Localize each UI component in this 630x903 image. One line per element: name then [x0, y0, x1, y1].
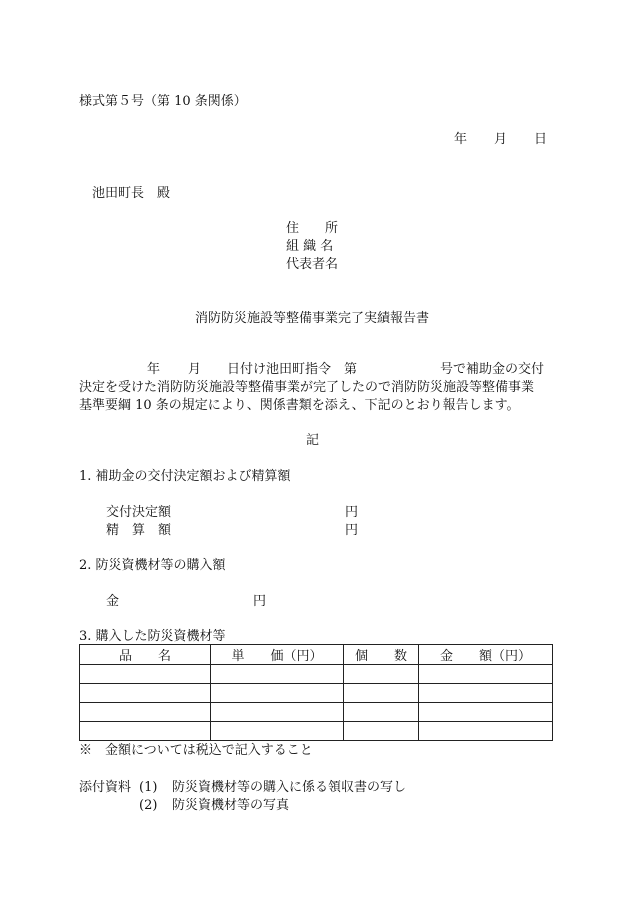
tax-note: ※ 金額については税込で記入すること [79, 743, 313, 758]
body-line3: 基準要綱 10 条の規定により、関係書類を添え、下記のとおり報告します。 [79, 398, 520, 413]
table-cell[interactable] [80, 703, 211, 722]
column-header-unit-price: 単 価（円） [211, 645, 344, 665]
attachment-2-text: 防災資機材等の写真 [172, 798, 290, 813]
attachment-1-num: (1) [139, 780, 158, 795]
address-label: 住 所 [286, 221, 339, 236]
table-cell[interactable] [344, 703, 419, 722]
date-month: 月 [494, 132, 508, 147]
table-cell[interactable] [80, 665, 211, 684]
equipment-table [79, 644, 553, 741]
decision-amount-label: 交付決定額 [106, 505, 172, 520]
column-header-amount: 金 額（円） [419, 645, 553, 665]
decision-amount-unit: 円 [345, 505, 359, 520]
table-header-row [80, 645, 553, 665]
table-cell[interactable] [344, 684, 419, 703]
section2-heading: 2. 防災資機材等の購入額 [79, 558, 226, 573]
org-label: 組 織 名 [286, 239, 334, 254]
body-line1-end: 号で補助金の交付 [440, 362, 545, 377]
table-row [80, 665, 553, 684]
table-cell[interactable] [419, 665, 553, 684]
purchase-amount-unit: 円 [253, 594, 267, 609]
table-row [80, 703, 553, 722]
table-row [80, 684, 553, 703]
settlement-amount-label: 精 算 額 [106, 523, 172, 538]
column-header-quantity: 個 数 [344, 645, 419, 665]
document-title: 消防防災施設等整備事業完了実績報告書 [195, 311, 430, 326]
form-number: 様式第５号（第 10 条関係） [79, 94, 247, 109]
table-cell[interactable] [80, 684, 211, 703]
body-month: 月 [188, 362, 202, 377]
table-cell[interactable] [419, 722, 553, 741]
date-day: 日 [534, 132, 548, 147]
purchase-amount-label: 金 [106, 594, 120, 609]
table-row [80, 722, 553, 741]
table-cell[interactable] [211, 722, 344, 741]
attachment-1-text: 防災資機材等の購入に係る領収書の写し [172, 780, 407, 795]
body-line2: 決定を受けた消防防災施設等整備事業が完了したので消防防災施設等整備事業 [79, 380, 535, 395]
attachments-label: 添付資料 [79, 780, 132, 795]
ki-heading: 記 [306, 433, 320, 448]
rep-label: 代表者名 [286, 257, 339, 272]
date-year: 年 [454, 132, 468, 147]
table-cell[interactable] [211, 703, 344, 722]
table-cell[interactable] [211, 684, 344, 703]
settlement-amount-unit: 円 [345, 523, 359, 538]
table-cell[interactable] [419, 684, 553, 703]
table-cell[interactable] [344, 665, 419, 684]
table-cell[interactable] [80, 722, 211, 741]
body-year: 年 [147, 362, 161, 377]
table-cell[interactable] [211, 665, 344, 684]
body-line1-mid: 日付け池田町指令 第 [227, 362, 358, 377]
section1-heading: 1. 補助金の交付決定額および精算額 [79, 469, 291, 484]
addressee: 池田町長 殿 [92, 186, 171, 201]
section3-heading: 3. 購入した防災資機材等 [79, 629, 226, 644]
table-cell[interactable] [419, 703, 553, 722]
column-header-item-name: 品 名 [80, 645, 211, 665]
attachment-2-num: (2) [139, 798, 158, 813]
table-cell[interactable] [344, 722, 419, 741]
